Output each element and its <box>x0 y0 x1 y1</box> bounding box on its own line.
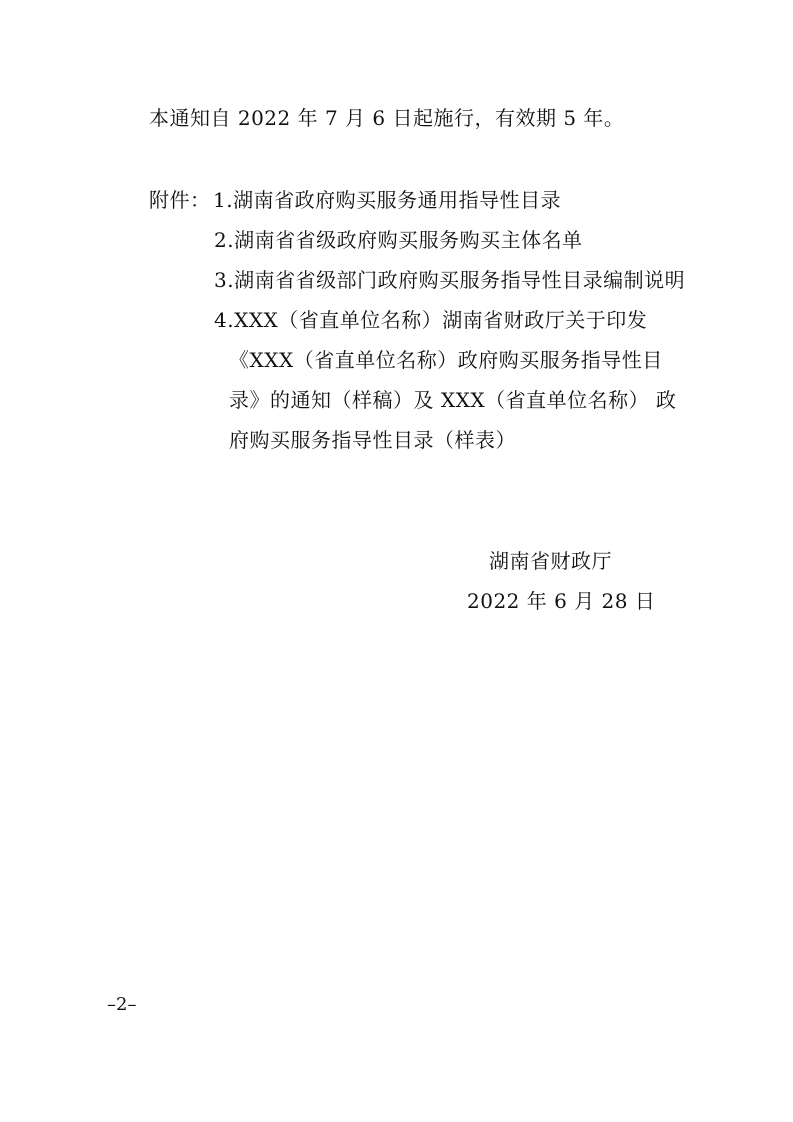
attachment-item-4-line-4: 府购买服务指导性目录（样表） <box>229 428 516 452</box>
attachments-label: 附件： <box>149 188 211 212</box>
signature-organization: 湖南省财政厅 <box>489 549 612 573</box>
attachment-item-3: 3.湖南省省级部门政府购买服务指导性目录编制说明 <box>214 268 686 292</box>
page-number: –2– <box>107 994 137 1015</box>
attachment-item-4-line-1: 4.XXX（省直单位名称）湖南省财政厅关于印发 <box>214 308 648 332</box>
attachment-item-4-line-2: 《XXX（省直单位名称）政府购买服务指导性目 <box>229 348 663 372</box>
effective-date-notice: 本通知自 2022 年 7 月 6 日起施行，有效期 5 年。 <box>149 106 625 130</box>
attachment-item-2: 2.湖南省省级政府购买服务购买主体名单 <box>214 228 583 252</box>
signature-date: 2022 年 6 月 28 日 <box>467 589 656 613</box>
attachment-item-4-line-3: 录》的通知（样稿）及 XXX（省直单位名称） 政 <box>229 388 677 412</box>
attachment-item-1: 1.湖南省政府购买服务通用指导性目录 <box>213 188 562 212</box>
